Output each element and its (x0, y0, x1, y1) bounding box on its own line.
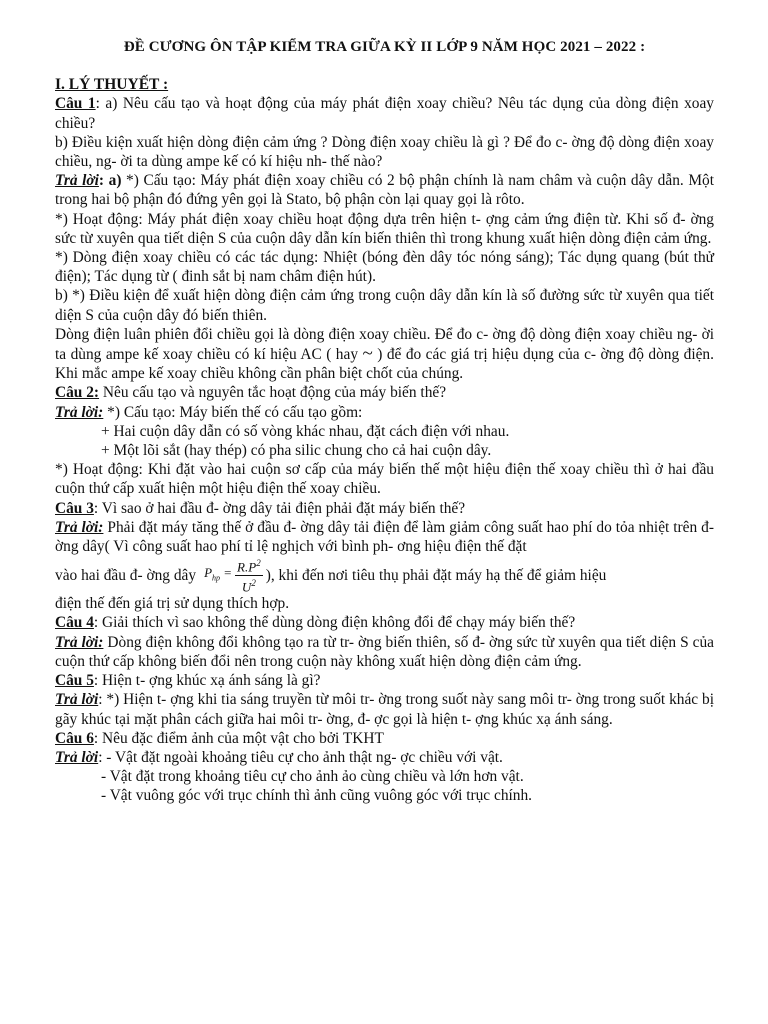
question-1b: b) Điều kiện xuất hiện dòng điện cảm ứng ? Dòng điện xoay chiều là gì ? Để đo c- ờng độ dòng điện xoay chiều, ng- ời ta dùng ampe kế có kí hiệu nh- thế nào? (55, 133, 714, 171)
question-label: Câu 6 (55, 729, 94, 747)
answer-label: Trả lời: (55, 633, 104, 651)
answer-2: Trả lời: *) Cấu tạo: Máy biến thế có cấu tạo gồm: (55, 403, 363, 421)
question-label: Câu 1 (55, 95, 96, 113)
answer-6: Trả lời: - Vật đặt ngoài khoảng tiêu cự cho ảnh thật ng- ợc chiều với vật. (55, 748, 503, 766)
question-label: Câu 4 (55, 614, 94, 632)
answer-5: Trả lời: *) Hiện t- ợng khi tia sáng truyền từ môi tr- ờng trong suốt này sang môi tr- ờng trong suốt khác bị gãy khúc tại mặt phân cách giữa hai môi tr- ờng, đ- ợc gọi là hiện t- ợng khúc xạ ánh sáng. (55, 691, 714, 728)
answer-1-effects: *) Dòng điện xoay chiều có các tác dụng: Nhiệt (bóng đèn dây tóc nóng sáng); Tác dụng quang (bút thử điện); Tác dụng từ ( đinh sắt bị nam châm điện hút). (55, 249, 714, 286)
question-label: Câu 5 (55, 672, 94, 690)
answer-1: Trả lời: a) *) Cấu tạo: Máy phát điện xoay chiều có 2 bộ phận chính là nam châm và cuộn dây dẫn. Một trong hai bộ phận đó đứng yên gọi là Stato, bộ phận còn lại quay gọi là rôto. (55, 172, 714, 209)
question-4: Câu 4: Giải thích vì sao không thể dùng dòng điện không đổi để chạy máy biến thế? (55, 614, 576, 632)
page-title: ĐỀ CƯƠNG ÔN TẬP KIỂM TRA GIỮA KỲ II LỚP 9 NĂM HỌC 2021 – 2022 : (123, 39, 646, 55)
section-heading: I. LÝ THUYẾT : (55, 76, 169, 94)
list-item: + Một lõi sắt (hay thép) có pha silic chung cho cả hai cuộn dây. (101, 442, 492, 460)
question-1: Câu 1: a) Nêu cấu tạo và hoạt động của máy phát điện xoay chiều? Nêu tác dụng của dòng điện xoay chiều? (55, 95, 714, 132)
list-item: + Hai cuộn dây dẫn có số vòng khác nhau, đặt cách điện với nhau. (101, 422, 510, 440)
answer-4: Trả lời: Dòng điện không đổi không tạo ra từ tr- ờng biến thiên, số đ- ờng sức từ xuyên qua tiết diện S của cuộn thứ cấp không biến đổi nên trong cuộn này không xuất hiện dòng điện cảm ứng. (55, 633, 714, 670)
answer-label: Trả lời (55, 691, 99, 709)
question-3: Câu 3: Vì sao ở hai đầu đ- ờng dây tải điện phải đặt máy biến thế? (55, 499, 466, 517)
answer-3-end: điện thế đến giá trị sử dụng thích hợp. (55, 595, 290, 613)
list-item: - Vật đặt trong khoảng tiêu cự cho ảnh ảo cùng chiều và lớn hơn vật. (101, 768, 524, 786)
power-loss-formula: $P_{hp}$ = (204, 564, 233, 583)
answer-3: Trả lời: Phải đặt máy tăng thế ở đầu đ- ờng dây tải điện để làm giảm công suất hao phí do tỏa nhiệt trên đ- ờng dây( Vì công suất hao phí tỉ lệ nghịch với bình ph- ơng hiệu điện thế đặt (55, 518, 714, 556)
question-5: Câu 5: Hiện t- ợng khúc xạ ánh sáng là gì? (55, 672, 321, 690)
formula-fraction: $\frac{R.P^2}{U^2}$ (237, 558, 261, 595)
answer-1b: b) *) Điều kiện để xuất hiện dòng điện cảm ứng trong cuộn dây dẫn kín là số đường sức từ xuyên qua tiết diện S của cuộn dây đó biến thiên. (55, 287, 714, 324)
ac-tilde-symbol: ~ (362, 343, 373, 365)
list-item: - Vật vuông góc với trục chính thì ảnh cũng vuông góc với trục chính. (101, 787, 533, 805)
answer-label: Trả lời: (55, 518, 104, 536)
answer-1-operation: *) Hoạt động: Máy phát điện xoay chiều hoạt động dựa trên hiện t- ợng cảm ứng điện từ. Khi số đ- ờng sức từ xuyên qua tiết diện S của cuộn dây dẫn kín biến thiên thì trong khung xuất hiện dòng điện cảm ứng. (55, 210, 714, 247)
question-6: Câu 6: Nêu đặc điểm ảnh của một vật cho bởi TKHT (55, 729, 384, 747)
question-label: Câu 3 (55, 499, 94, 517)
answer-label: Trả lời (55, 748, 99, 766)
question-2: Câu 2: Nêu cấu tạo và nguyên tắc hoạt động của máy biến thế? (55, 384, 447, 402)
answer-label: Trả lời (55, 172, 99, 190)
answer-1-ac: Dòng điện luân phiên đổi chiều gọi là dòng điện xoay chiều. Để đo c- ờng độ dòng điện xoay chiều ng- ời ta dùng ampe kế xoay chiều có kí hiệu AC ( hay ~ ) để đo các giá trị hiệu dụng của c- ờng độ dòng điện. Khi mắc ampe kế xoay chiều không cần phân biệt chốt của chúng. (55, 325, 714, 383)
answer-label: Trả lời: (55, 403, 104, 421)
question-label: Câu 2: (55, 384, 100, 402)
formula-line: vào hai đầu đ- ờng dây $P_{hp}$ = $\frac{R.P^2}{U^2}$ ), khi đến nơi tiêu thụ phải đặt máy hạ thế để giảm hiệu (55, 558, 607, 595)
answer-2-operation: *) Hoạt động: Khi đặt vào hai cuộn sơ cấp của máy biến thế một hiệu điện thế xoay chiều thì ở hai đầu cuộn thứ cấp xuất hiện một hiệu điện thế xoay chiều. (55, 461, 714, 498)
